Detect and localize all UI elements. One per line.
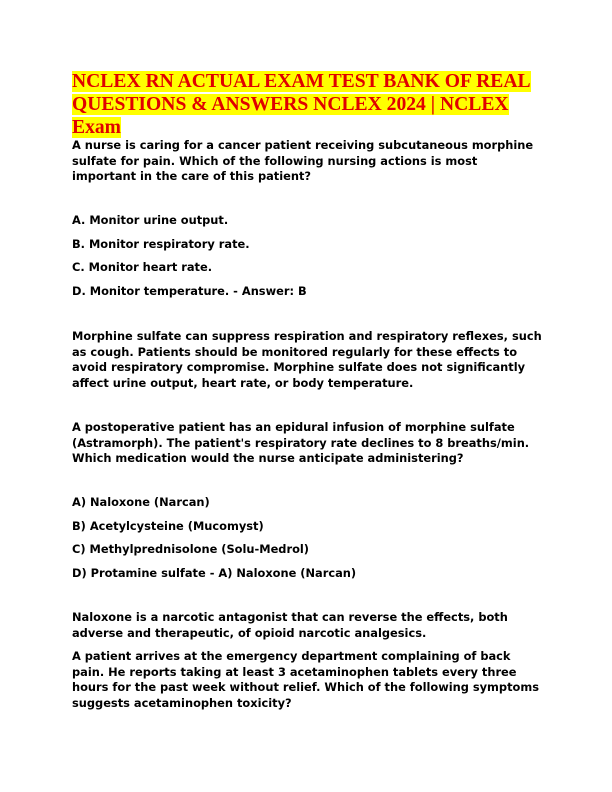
question-3-stem: A patient arrives at the emergency department complaining of back pain. He reports taking at least 3 acetaminophen tablets every three hours for the past week without relief. Which of the following symptoms suggests acetaminophen toxicity? — [72, 649, 540, 710]
question-1-option-a: A. Monitor urine output. — [72, 213, 229, 227]
question-1-option-d-answer: D. Monitor temperature. - Answer: B — [72, 284, 307, 298]
document-title — [72, 70, 542, 139]
question-1-option-c: C. Monitor heart rate. — [72, 260, 213, 274]
question-2-option-a: A) Naloxone (Narcan) — [72, 495, 210, 509]
question-2-option-d-answer: D) Protamine sulfate - A) Naloxone (Narcan) — [72, 566, 357, 580]
question-2-option-c: C) Methylprednisolone (Solu-Medrol) — [72, 542, 310, 556]
question-1-option-b: B. Monitor respiratory rate. — [72, 237, 250, 251]
question-2-stem: A postoperative patient has an epidural infusion of morphine sulfate (Astramorph). The patient's respiratory rate declines to 8 breaths/min. Which medication would the nurse anticipate administering? — [72, 420, 530, 466]
title-line-1: NCLEX RN ACTUAL EXAM TEST BANK OF REAL — [72, 71, 531, 92]
title-line-2: QUESTIONS & ANSWERS NCLEX 2024 | NCLEX Exam — [72, 94, 509, 138]
question-2-rationale: Naloxone is a narcotic antagonist that can reverse the effects, both adverse and therapeutic, of opioid narcotic analgesics. — [72, 610, 508, 640]
question-1-rationale: Morphine sulfate can suppress respiration and respiratory reflexes, such as cough. Patients should be monitored regularly for these effects to avoid respiratory compromise. Morphine sulfate does not significantly affect urine output, heart rate, or body temperature. — [72, 329, 542, 390]
question-2-option-b: B) Acetylcysteine (Mucomyst) — [72, 519, 264, 533]
question-1-stem: A nurse is caring for a cancer patient receiving subcutaneous morphine sulfate for pain. Which of the following nursing actions is most important in the care of this patient? — [72, 138, 534, 184]
